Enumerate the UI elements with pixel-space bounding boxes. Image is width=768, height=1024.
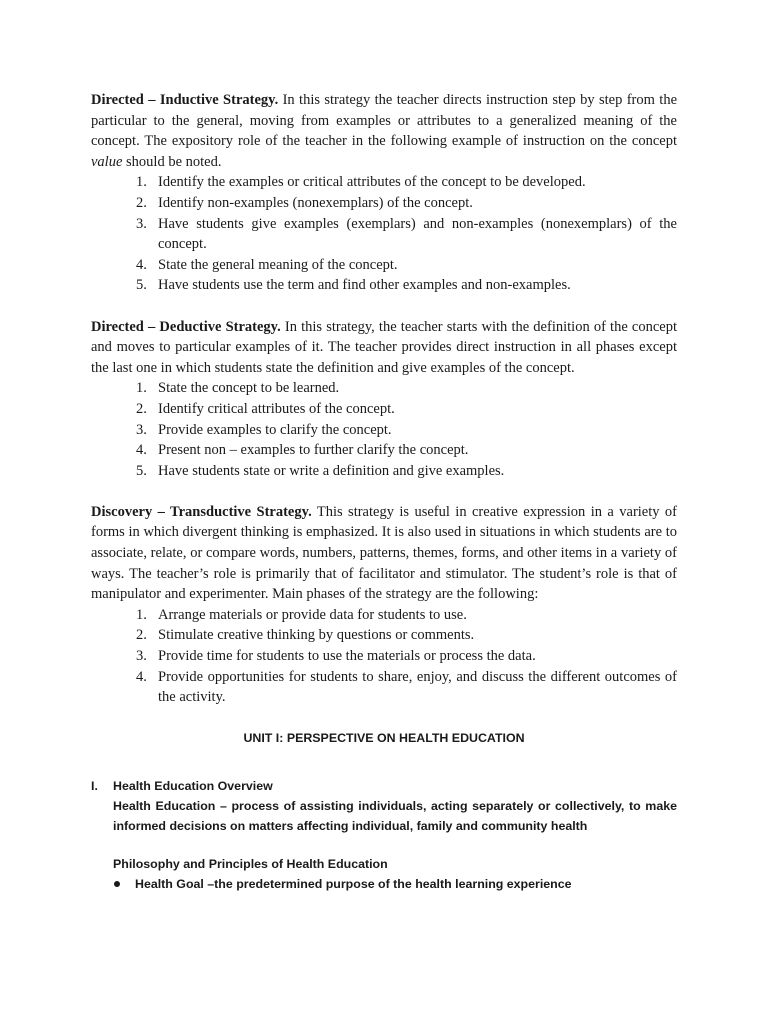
list-item-number: 5. xyxy=(136,462,147,479)
list-item xyxy=(91,193,677,214)
section-title: Health Education Overview xyxy=(113,779,273,794)
bullet-item xyxy=(113,874,677,894)
list-item-text: Provide opportunities for students to share, enjoy, and discuss the different outcomes of the activity. xyxy=(158,668,677,706)
list-item-number: 4. xyxy=(136,668,147,685)
list-item xyxy=(91,214,677,255)
list-item xyxy=(91,420,677,441)
list-item-number: 5. xyxy=(136,277,147,294)
spacer xyxy=(91,296,677,317)
bullet-dot-icon xyxy=(114,881,120,887)
list-item-text: Provide time for students to use the materials or process the data. xyxy=(158,648,536,665)
list-item-number: 2. xyxy=(136,194,147,211)
unit-title: UNIT I: PERSPECTIVE ON HEALTH EDUCATION xyxy=(243,730,525,745)
section-heading xyxy=(91,776,677,796)
list-item-text: Present non – examples to further clarify the concept. xyxy=(158,442,469,459)
inductive-steps-list xyxy=(91,172,677,296)
bullet-text: Health Goal –the predetermined purpose of the health learning experience xyxy=(135,877,572,892)
list-item-number: 1. xyxy=(136,380,147,397)
inductive-strategy-text-end: should be noted. xyxy=(122,153,222,170)
list-item-text: Provide examples to clarify the concept. xyxy=(158,421,392,438)
list-item xyxy=(91,399,677,420)
list-item-text: State the concept to be learned. xyxy=(158,380,340,397)
document-page xyxy=(91,90,677,894)
transductive-strategy-paragraph xyxy=(91,502,677,605)
section-number: I. xyxy=(91,779,98,794)
list-item-number: 1. xyxy=(136,174,147,191)
list-item-number: 3. xyxy=(136,215,147,232)
list-item xyxy=(91,275,677,296)
deductive-steps-list xyxy=(91,378,677,481)
deductive-strategy-heading: Directed – Deductive Strategy. xyxy=(91,318,281,335)
list-item-number: 3. xyxy=(136,421,147,438)
list-item-text: Arrange materials or provide data for students to use. xyxy=(158,606,467,623)
list-item-number: 2. xyxy=(136,627,147,644)
list-item-text: Identify critical attributes of the concept. xyxy=(158,400,395,417)
list-item xyxy=(91,378,677,399)
list-item xyxy=(91,440,677,461)
health-bullets xyxy=(91,874,677,894)
list-item xyxy=(91,667,677,708)
emphasized-term: value xyxy=(91,153,123,170)
list-item-number: 2. xyxy=(136,400,147,417)
list-item-text: Identify non-examples (nonexemplars) of the concept. xyxy=(158,194,473,211)
list-item-text: Have students state or write a definition and give examples. xyxy=(158,462,505,479)
inductive-strategy-heading: Directed – Inductive Strategy. xyxy=(91,92,279,108)
transductive-strategy-text: This strategy is useful in creative expression in a variety of forms in which divergent thinking is emphasized. It is also used in situations in which students are to associate, relate, or compare words, numbers, patterns, themes, forms, and other items in a variety of ways. The teacher’s role is primarily that of facilitator and stimulator. The student’s role is that of manipulator and experimenter. Main phases of the strategy are the following: xyxy=(91,503,678,603)
list-item-number: 1. xyxy=(136,606,147,623)
list-item xyxy=(91,646,677,667)
list-item-text: Stimulate creative thinking by questions or comments. xyxy=(158,627,475,644)
deductive-strategy-text: In this strategy, the teacher starts with the definition of the concept and moves to particular examples of it. The teacher provides direct instruction in all phases except the last one in which students state the definition and give examples of the concept. xyxy=(91,318,677,376)
list-item-number: 3. xyxy=(136,648,147,665)
list-item xyxy=(91,172,677,193)
health-education-definition: Health Education – process of assisting individuals, acting separately or collectively, to make informed decisions on matters affecting individual, family and community health xyxy=(113,799,677,834)
inductive-strategy-text: In this strategy the teacher directs instruction step by step from the particular to the general, moving from examples or attributes to a generalized meaning of the concept. The expository role of the teacher in the following example of instruction on the concept xyxy=(91,92,678,150)
list-item-text: Have students give examples (exemplars) and non-examples (nonexemplars) of the concept. xyxy=(158,215,677,253)
spacer xyxy=(91,481,677,502)
deductive-strategy-paragraph xyxy=(91,317,677,379)
list-item xyxy=(91,625,677,646)
inductive-strategy-paragraph xyxy=(91,90,677,172)
philosophy-subheading: Philosophy and Principles of Health Education xyxy=(113,857,388,872)
transductive-steps-list xyxy=(91,605,677,708)
list-item-number: 4. xyxy=(136,442,147,459)
list-item xyxy=(91,605,677,626)
list-item-text: Have students use the term and find other examples and non-examples. xyxy=(158,277,571,294)
transductive-strategy-heading: Discovery – Transductive Strategy. xyxy=(91,503,312,520)
list-item-text: Identify the examples or critical attributes of the concept to be developed. xyxy=(158,174,586,191)
list-item-text: State the general meaning of the concept. xyxy=(158,256,398,273)
list-item xyxy=(91,461,677,482)
list-item xyxy=(91,255,677,276)
list-item-number: 4. xyxy=(136,256,147,273)
